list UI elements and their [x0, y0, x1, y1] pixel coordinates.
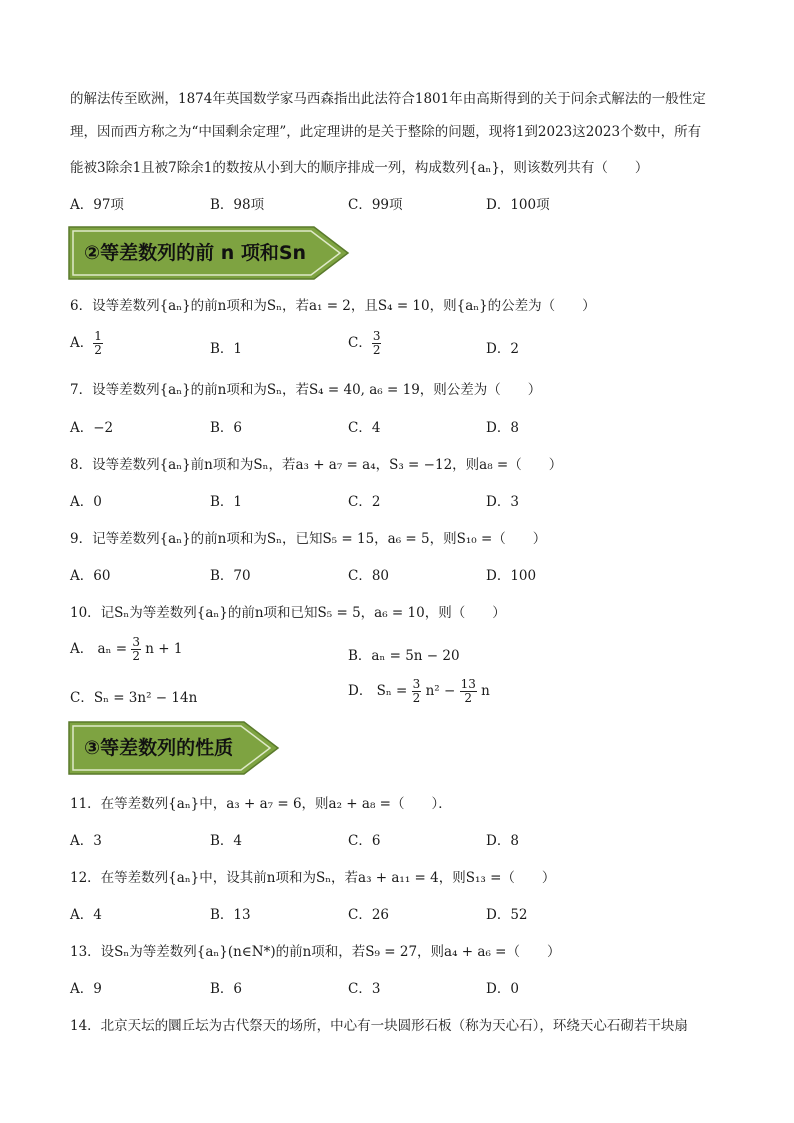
q8-option-c: C．2	[348, 494, 381, 510]
question-9: 9．记等差数列{aₙ}的前n项和为Sₙ，已知S₅ = 15，a₆ = 5，则S₁₀ =（ ）	[70, 531, 547, 547]
q11-option-c: C．6	[348, 833, 381, 849]
q5-option-a: A．97项	[70, 197, 124, 213]
q9-option-d: D．100	[486, 568, 537, 584]
q11-option-d: D．8	[486, 833, 519, 849]
intro-line-3: 能被3除余1且被7除余1的数按从小到大的顺序排成一列，构成数列{aₙ}，则该数列共有（ ）	[70, 160, 649, 176]
q7-option-d: D．8	[486, 420, 519, 436]
q13-option-a: A．9	[70, 981, 102, 997]
question-12: 12．在等差数列{aₙ}中，设其前n项和为Sₙ，若a₃ + a₁₁ = 4，则S₁₃ =（ ）	[70, 870, 556, 886]
q9-option-a: A．60	[70, 568, 111, 584]
question-6: 6．设等差数列{aₙ}的前n项和为Sₙ，若a₁ = 2，且S₄ = 10，则{aₙ}的公差为（ ）	[70, 298, 596, 314]
section-banner-properties	[68, 721, 280, 775]
q7-option-a: A．−2	[70, 420, 114, 436]
section-title-sum: ②等差数列的前 n 项和Sn	[84, 242, 307, 264]
section-banner-sum	[68, 226, 350, 280]
q5-option-d: D．100项	[486, 197, 550, 213]
q7-option-c: C．4	[348, 420, 381, 436]
question-11: 11．在等差数列{aₙ}中，a₃ + a₇ = 6，则a₂ + a₈ =（ ）．	[70, 796, 452, 812]
q12-option-a: A．4	[70, 907, 102, 923]
q5-option-b: B．98项	[210, 197, 265, 213]
intro-line-1: 的解法传至欧洲，1874年英国数学家马西森指出此法符合1801年由高斯得到的关于问余式解法的一般性定	[70, 91, 706, 107]
question-7: 7．设等差数列{aₙ}的前n项和为Sₙ，若S₄ = 40, a₆ = 19，则公差为（ ）	[70, 382, 542, 398]
q13-option-b: B．6	[210, 981, 243, 997]
q6-option-b: B．1	[210, 341, 243, 357]
q12-option-c: C．26	[348, 907, 390, 923]
q9-option-b: B．70	[210, 568, 251, 584]
q6-option-a: A． $\frac{1}{2}$	[70, 329, 102, 358]
q11-option-b: B．4	[210, 833, 243, 849]
question-10: 10．记Sₙ为等差数列{aₙ}的前n项和已知S₅ = 5，a₆ = 10，则（ ）	[70, 605, 506, 621]
question-13: 13．设Sₙ为等差数列{aₙ}(n∈N*)的前n项和，若S₉ = 27，则a₄ + a₆ =（ ）	[70, 944, 561, 960]
q13-option-d: D．0	[486, 981, 519, 997]
question-8: 8．设等差数列{aₙ}前n项和为Sₙ，若a₃ + a₇ = a₄，S₃ = −12，则a₈ =（ ）	[70, 457, 563, 473]
q9-option-c: C．80	[348, 568, 390, 584]
q11-option-a: A．3	[70, 833, 102, 849]
q8-option-b: B．1	[210, 494, 243, 510]
section-title-properties: ③等差数列的性质	[84, 737, 234, 759]
q13-option-c: C．3	[348, 981, 381, 997]
q8-option-d: D．3	[486, 494, 519, 510]
q6-option-d: D．2	[486, 341, 519, 357]
q6-option-c: C． $\frac{3}{2}$	[348, 329, 381, 358]
q5-option-c: C．99项	[348, 197, 403, 213]
q10-option-b: B．aₙ = 5n − 20	[348, 648, 460, 664]
q10-option-a: A． aₙ = $\frac{3}{2}$ n + 1	[70, 635, 183, 664]
q12-option-b: B．13	[210, 907, 251, 923]
q7-option-b: B．6	[210, 420, 243, 436]
q12-option-d: D．52	[486, 907, 528, 923]
intro-line-2: 理，因而西方称之为“中国剩余定理”，此定理讲的是关于整除的问题，现将1到2023这2023个数中，所有	[70, 124, 702, 140]
question-14: 14．北京天坛的圜丘坛为古代祭天的场所，中心有一块圆形石板（称为天心石），环绕天心石砌若干块扇	[70, 1018, 688, 1034]
q8-option-a: A．0	[70, 494, 102, 510]
q10-option-d: D． Sₙ = $\frac{3}{2}$ n² − $\frac{13}{2}$ n	[348, 677, 490, 706]
q10-option-c: C．Sₙ = 3n² − 14n	[70, 690, 198, 706]
